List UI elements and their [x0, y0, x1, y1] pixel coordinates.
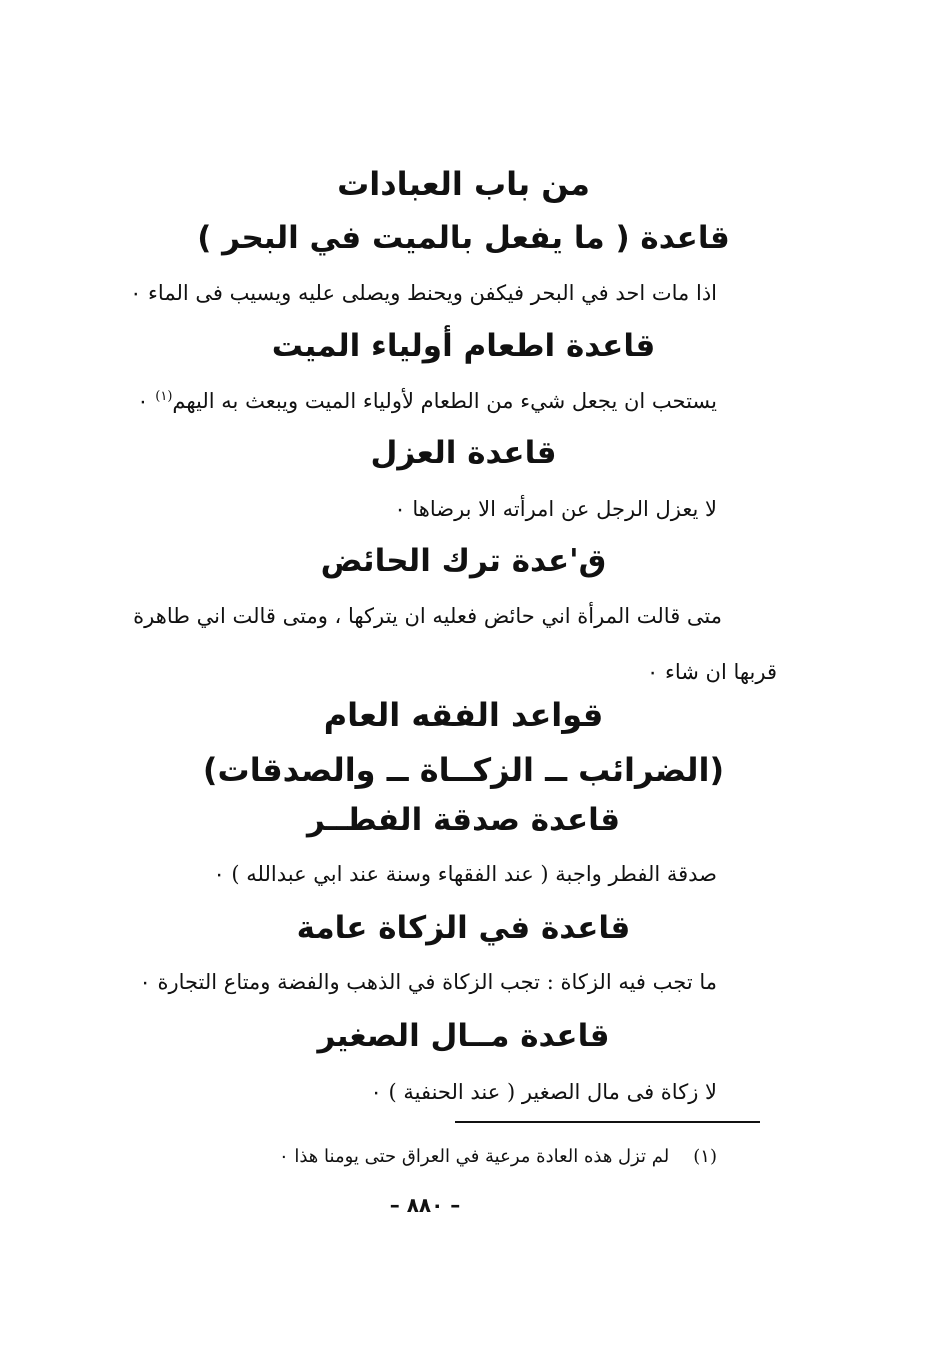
section-text-feeding-family — [137, 391, 717, 412]
part-title: قواعد الفقه العام — [323, 696, 604, 734]
section-heading-azl: قاعدة العزل — [370, 435, 557, 471]
section-heading-menstruating: ق'عدة ترك الحائض — [320, 543, 607, 579]
footnote-reference: (١) — [155, 389, 173, 404]
part-subtitle: (الضرائب ــ الزكــاة ــ والصدقات) — [202, 751, 725, 789]
section-heading-feeding-family: قاعدة اطعام أولياء الميت — [271, 328, 656, 364]
footnote-text: لم تزل هذه العادة مرعية في العراق حتى يومنا هذا ٠ — [278, 1146, 670, 1167]
footnote-number: (١) — [693, 1146, 717, 1167]
section-text-feeding-family-main: يستحب ان يجعل شيء من الطعام لأولياء الميت ويبعث به اليهم — [172, 389, 717, 413]
section-text-menstruating-line1: متى قالت المرأة اني حائض فعليه ان يتركها ، ومتى قالت اني طاهرة — [133, 604, 722, 628]
page-number: – ٨٨٠ – — [389, 1193, 461, 1217]
section-text-sadaqat-al-fitr: صدقة الفطر واجبة ( عند الفقهاء وسنة عند ابي عبدالله ) ٠ — [213, 862, 717, 886]
section-heading-sadaqat-al-fitr: قاعدة صدقة الفطــر — [306, 802, 621, 838]
section-text-azl: لا يعزل الرجل عن امرأته الا برضاها ٠ — [394, 497, 717, 521]
section-text-feeding-family-end: ٠ — [137, 389, 149, 413]
section-heading-zakat-general: قاعدة في الزكاة عامة — [296, 910, 631, 946]
footnote — [279, 1148, 717, 1166]
section-heading-burial-at-sea: قاعدة ( ما يفعل بالميت في البحر ) — [197, 220, 730, 256]
section-text-zakat-general: ما تجب فيه الزكاة : تجب الزكاة في الذهب والفضة ومتاع التجارة ٠ — [139, 970, 717, 994]
section-text-burial-at-sea: اذا مات احد في البحر فيكفن ويحنط ويصلى عليه ويسيب فى الماء ٠ — [130, 281, 717, 305]
section-text-minor-wealth: لا زكاة فى مال الصغير ( عند الحنفية ) ٠ — [370, 1080, 717, 1104]
section-heading-minor-wealth: قاعدة مــال الصغير — [317, 1018, 610, 1054]
section-text-menstruating-line2: قربها ان شاء ٠ — [647, 660, 777, 684]
footnote-divider — [455, 1121, 760, 1123]
page-title: من باب العبادات — [337, 165, 590, 203]
